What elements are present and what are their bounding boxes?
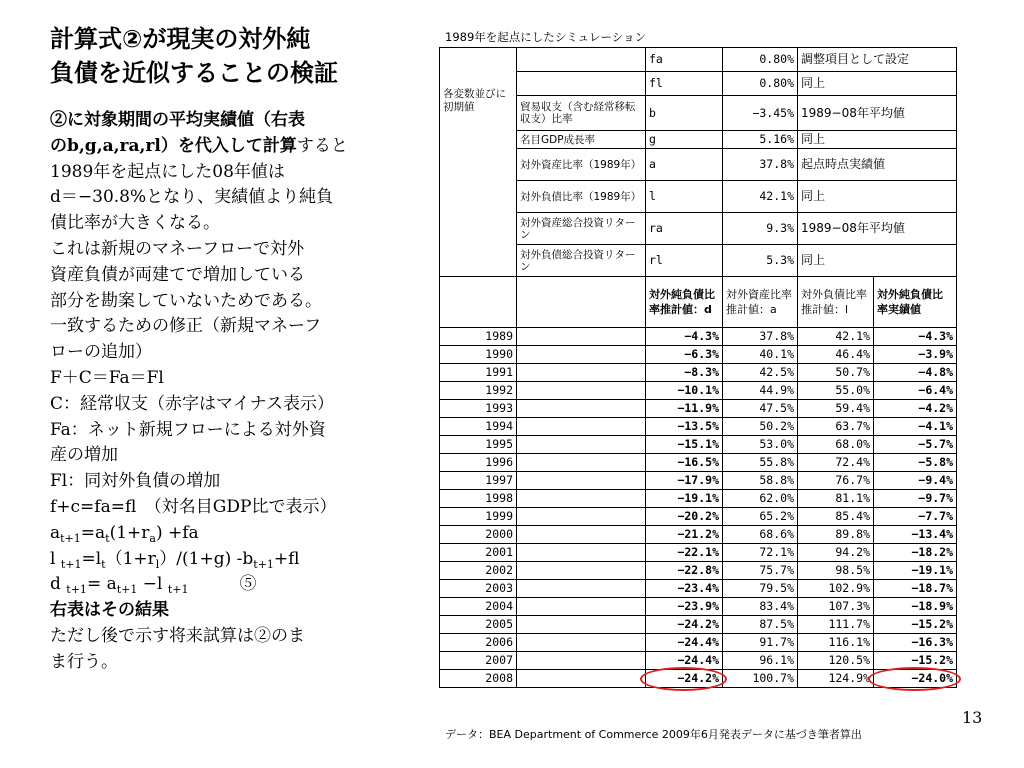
estimate-l-cell: 46.4%	[798, 346, 874, 364]
estimate-l-cell: 89.8%	[798, 526, 874, 544]
estimate-a-cell: 47.5%	[723, 400, 798, 418]
estimate-a-cell: 75.7%	[723, 562, 798, 580]
text-line: f+c=fa=fl （対名目GDP比で表示）	[50, 496, 337, 517]
eq-part: −l	[137, 574, 168, 595]
estimate-a-cell: 42.5%	[723, 364, 798, 382]
table-row	[440, 346, 957, 364]
eq-sub: t+1	[253, 557, 274, 571]
estimate-a-cell: 62.0%	[723, 490, 798, 508]
estimate-l-cell: 76.7%	[798, 472, 874, 490]
estimate-d-cell: −22.8%	[646, 562, 723, 580]
estimate-d-cell: −13.5%	[646, 418, 723, 436]
estimate-l-cell: 116.1%	[798, 634, 874, 652]
text-line: 債比率が大きくなる。	[50, 213, 220, 234]
year-cell: 2002	[440, 562, 517, 580]
empty-cell	[517, 490, 646, 508]
table-row	[440, 526, 957, 544]
eq-part: （1+r	[105, 548, 156, 569]
estimate-d-cell: −11.9%	[646, 400, 723, 418]
body-text	[50, 108, 395, 676]
param-value: 42.1%	[723, 181, 798, 213]
highlight-ellipse-estimate	[640, 667, 727, 691]
text-line: C：経常収支（赤字はマイナス表示）	[50, 393, 334, 414]
eq-part: l	[50, 548, 61, 569]
year-cell: 1993	[440, 400, 517, 418]
year-cell: 2001	[440, 544, 517, 562]
year-cell: 2006	[440, 634, 517, 652]
estimate-d-cell: −21.2%	[646, 526, 723, 544]
param-value: 0.80%	[723, 72, 798, 96]
estimate-d-cell: −22.1%	[646, 544, 723, 562]
estimate-l-cell: 98.5%	[798, 562, 874, 580]
param-label	[517, 48, 646, 72]
equation-a	[50, 521, 395, 547]
text-line: 部分を勘案していないためである。	[50, 290, 322, 311]
estimate-a-cell: 68.6%	[723, 526, 798, 544]
table-row	[440, 490, 957, 508]
result-section	[440, 328, 957, 688]
eq-part: +fl	[273, 548, 300, 569]
eq-part: ）/(1+g) -b	[159, 548, 254, 569]
table-row	[440, 562, 957, 580]
param-row	[440, 181, 957, 213]
param-label: 対外負債総合投資リターン	[517, 245, 646, 277]
year-cell: 2004	[440, 598, 517, 616]
empty-cell	[517, 454, 646, 472]
param-label: 貿易収支（含む経常移転収支）比率	[517, 96, 646, 131]
estimate-l-cell: 50.7%	[798, 364, 874, 382]
year-cell: 2005	[440, 616, 517, 634]
estimate-l-cell: 55.0%	[798, 382, 874, 400]
param-value: 5.16%	[723, 131, 798, 149]
estimate-d-cell: −23.4%	[646, 580, 723, 598]
table-row	[440, 544, 957, 562]
table-row	[440, 364, 957, 382]
actual-cell: −15.2%	[874, 616, 957, 634]
actual-cell: −7.7%	[874, 508, 957, 526]
actual-cell: −4.8%	[874, 364, 957, 382]
eq-part: =l	[81, 548, 102, 569]
estimate-d-cell: −15.1%	[646, 436, 723, 454]
param-value: −3.45%	[723, 96, 798, 131]
header-section	[440, 277, 957, 328]
actual-cell: −13.4%	[874, 526, 957, 544]
year-cell: 2003	[440, 580, 517, 598]
header-actual: 対外純負債比率実績値	[874, 277, 957, 328]
empty-cell	[517, 346, 646, 364]
estimate-l-cell: 85.4%	[798, 508, 874, 526]
header-blank	[440, 277, 517, 328]
table-row	[440, 472, 957, 490]
empty-cell	[517, 364, 646, 382]
empty-cell	[517, 634, 646, 652]
param-note: 同上	[798, 245, 957, 277]
table-row	[440, 454, 957, 472]
table-row	[440, 400, 957, 418]
actual-cell: −6.4%	[874, 382, 957, 400]
actual-cell: −24.0%	[874, 670, 957, 688]
text-line: 一致するための修正（新規マネーフ	[50, 316, 322, 337]
param-row	[440, 72, 957, 96]
actual-cell: −15.2%	[874, 652, 957, 670]
param-label: 対外資産比率（1989年）	[517, 149, 646, 181]
parameter-section	[440, 48, 957, 277]
estimate-l-cell: 107.3%	[798, 598, 874, 616]
estimate-l-cell: 120.5%	[798, 652, 874, 670]
eq-part: (1+r	[109, 522, 150, 543]
eq-part: ) +fa	[155, 522, 199, 543]
text-line: ローの追加）	[50, 342, 152, 363]
estimate-a-cell: 50.2%	[723, 418, 798, 436]
param-value: 9.3%	[723, 213, 798, 245]
estimate-d-cell: −24.2%	[646, 670, 723, 688]
empty-cell	[517, 580, 646, 598]
text-line: ま行う。	[50, 651, 118, 672]
estimate-a-cell: 44.9%	[723, 382, 798, 400]
slide-title	[50, 22, 395, 90]
estimate-a-cell: 79.5%	[723, 580, 798, 598]
param-value: 0.80%	[723, 48, 798, 72]
actual-cell: −5.8%	[874, 454, 957, 472]
equation-d	[50, 572, 395, 598]
text-line: d＝−30.8%となり、実績値より純負	[50, 187, 334, 208]
param-symbol: rl	[646, 245, 723, 277]
empty-cell	[517, 616, 646, 634]
estimate-d-cell: −17.9%	[646, 472, 723, 490]
year-cell: 1995	[440, 436, 517, 454]
empty-cell	[517, 508, 646, 526]
year-cell: 1996	[440, 454, 517, 472]
param-note: 起点時点実績値	[798, 149, 957, 181]
source-note: データ：BEA Department of Commerce 2009年6月発表データに基づき筆者算出	[445, 728, 862, 741]
table-header-row	[440, 277, 957, 328]
estimate-a-cell: 100.7%	[723, 670, 798, 688]
table-row	[440, 616, 957, 634]
param-row	[440, 213, 957, 245]
param-value: 37.8%	[723, 149, 798, 181]
text-line: ②に対象期間の平均実績値（右表	[50, 110, 305, 130]
actual-cell: −5.7%	[874, 436, 957, 454]
text-line	[50, 134, 395, 160]
param-row	[440, 245, 957, 277]
text-line: ただし後で示す将来試算は②のま	[50, 625, 305, 646]
param-row	[440, 96, 957, 131]
text-line: 右表はその結果	[50, 600, 169, 621]
estimate-l-cell: 102.9%	[798, 580, 874, 598]
year-cell: 1989	[440, 328, 517, 346]
empty-cell	[517, 400, 646, 418]
eq-sub: t+1	[60, 557, 82, 571]
actual-cell: −16.3%	[874, 634, 957, 652]
estimate-a-cell: 37.8%	[723, 328, 798, 346]
empty-cell	[517, 526, 646, 544]
param-note: 調整項目として設定	[798, 48, 957, 72]
actual-cell: −18.7%	[874, 580, 957, 598]
eq-sub: t+1	[116, 583, 138, 597]
header-a: 対外資産比率推計値：a	[723, 277, 798, 328]
empty-cell	[517, 418, 646, 436]
param-symbol: a	[646, 149, 723, 181]
table-row	[440, 634, 957, 652]
year-cell: 1992	[440, 382, 517, 400]
text-line: 産の増加	[50, 445, 118, 466]
estimate-d-cell: −23.9%	[646, 598, 723, 616]
param-value: 5.3%	[723, 245, 798, 277]
empty-cell	[517, 472, 646, 490]
year-cell: 1990	[440, 346, 517, 364]
param-note: 1989−08年平均値	[798, 96, 957, 131]
actual-cell: −3.9%	[874, 346, 957, 364]
actual-cell: −4.3%	[874, 328, 957, 346]
estimate-l-cell: 124.9%	[798, 670, 874, 688]
estimate-l-cell: 111.7%	[798, 616, 874, 634]
param-note: 同上	[798, 131, 957, 149]
estimate-l-cell: 42.1%	[798, 328, 874, 346]
simulation-table	[439, 47, 957, 688]
param-label: 対外負債比率（1989年）	[517, 181, 646, 213]
eq-part: =a	[80, 522, 106, 543]
estimate-d-cell: −19.1%	[646, 490, 723, 508]
table-row	[440, 418, 957, 436]
text-line: 1989年を起点にした08年値は	[50, 161, 285, 182]
estimate-d-cell: −6.3%	[646, 346, 723, 364]
header-l: 対外負債比率推計値：l	[798, 277, 874, 328]
estimate-a-cell: 55.8%	[723, 454, 798, 472]
year-cell: 1998	[440, 490, 517, 508]
estimate-a-cell: 87.5%	[723, 616, 798, 634]
table-row	[440, 580, 957, 598]
param-label: 対外資産総合投資リターン	[517, 213, 646, 245]
param-row	[440, 149, 957, 181]
estimate-d-cell: −24.2%	[646, 616, 723, 634]
eq-sub: t+1	[60, 531, 81, 545]
param-symbol: l	[646, 181, 723, 213]
eq-sub: t	[105, 531, 110, 545]
eq-sub: l	[155, 557, 160, 571]
eq-part: ⑤	[188, 574, 257, 595]
highlight-ellipse-actual	[868, 667, 961, 691]
year-cell: 2008	[440, 670, 517, 688]
eq-part: d	[50, 574, 67, 595]
actual-cell: −4.1%	[874, 418, 957, 436]
estimate-a-cell: 83.4%	[723, 598, 798, 616]
text-line: これは新規のマネーフローで対外	[50, 238, 305, 259]
estimate-l-cell: 81.1%	[798, 490, 874, 508]
param-row	[440, 48, 957, 72]
param-note: 1989−08年平均値	[798, 213, 957, 245]
text-run: すると	[296, 135, 348, 156]
param-symbol: b	[646, 96, 723, 131]
table-row	[440, 436, 957, 454]
eq-sub: t	[101, 557, 106, 571]
table-row	[440, 598, 957, 616]
param-label: 名目GDP成長率	[517, 131, 646, 149]
estimate-d-cell: −8.3%	[646, 364, 723, 382]
estimate-d-cell: −16.5%	[646, 454, 723, 472]
equation-l	[50, 547, 395, 573]
group-label: 各変数並びに初期値	[440, 48, 517, 277]
empty-cell	[517, 598, 646, 616]
eq-part: = a	[86, 574, 117, 595]
actual-cell: −4.2%	[874, 400, 957, 418]
year-cell: 2000	[440, 526, 517, 544]
estimate-d-cell: −4.3%	[646, 328, 723, 346]
estimate-a-cell: 53.0%	[723, 436, 798, 454]
actual-cell: −9.7%	[874, 490, 957, 508]
estimate-a-cell: 65.2%	[723, 508, 798, 526]
header-blank	[517, 277, 646, 328]
eq-sub: t+1	[66, 583, 87, 597]
param-label	[517, 72, 646, 96]
estimate-l-cell: 68.0%	[798, 436, 874, 454]
actual-cell: −18.9%	[874, 598, 957, 616]
param-note: 同上	[798, 72, 957, 96]
empty-cell	[517, 328, 646, 346]
eq-part: a	[50, 522, 61, 543]
estimate-d-cell: −20.2%	[646, 508, 723, 526]
page-number: 13	[962, 708, 983, 727]
param-symbol: ra	[646, 213, 723, 245]
param-symbol: fa	[646, 48, 723, 72]
year-cell: 1991	[440, 364, 517, 382]
param-symbol: fl	[646, 72, 723, 96]
year-cell: 1994	[440, 418, 517, 436]
text-run: のb,g,a,ra,rl）を代入して計算	[50, 135, 297, 156]
table-row	[440, 328, 957, 346]
empty-cell	[517, 670, 646, 688]
estimate-a-cell: 96.1%	[723, 652, 798, 670]
estimate-l-cell: 63.7%	[798, 418, 874, 436]
slide-title-line: 負債を近似することの検証	[50, 59, 338, 87]
empty-cell	[517, 544, 646, 562]
year-cell: 2007	[440, 652, 517, 670]
actual-cell: −9.4%	[874, 472, 957, 490]
estimate-a-cell: 91.7%	[723, 634, 798, 652]
empty-cell	[517, 436, 646, 454]
eq-sub: t+1	[167, 583, 189, 597]
estimate-d-cell: −24.4%	[646, 652, 723, 670]
header-d: 対外純負債比率推計値：d	[646, 277, 723, 328]
text-line: 資産負債が両建てで増加している	[50, 264, 305, 285]
estimate-a-cell: 58.8%	[723, 472, 798, 490]
estimate-l-cell: 94.2%	[798, 544, 874, 562]
estimate-a-cell: 72.1%	[723, 544, 798, 562]
slide-title-line: 計算式②が現実の対外純	[50, 25, 311, 53]
empty-cell	[517, 652, 646, 670]
estimate-a-cell: 40.1%	[723, 346, 798, 364]
table-row	[440, 508, 957, 526]
year-cell: 1999	[440, 508, 517, 526]
text-line: F＋C＝Fa＝Fl	[50, 367, 164, 388]
estimate-d-cell: −10.1%	[646, 382, 723, 400]
param-note: 同上	[798, 181, 957, 213]
empty-cell	[517, 382, 646, 400]
table-row	[440, 382, 957, 400]
estimate-l-cell: 72.4%	[798, 454, 874, 472]
estimate-d-cell: −24.4%	[646, 634, 723, 652]
param-symbol: g	[646, 131, 723, 149]
text-line: Fa：ネット新規フローによる対外資	[50, 419, 326, 440]
param-row	[440, 131, 957, 149]
estimate-l-cell: 59.4%	[798, 400, 874, 418]
table-caption: 1989年を起点にしたシミュレーション	[445, 30, 647, 44]
empty-cell	[517, 562, 646, 580]
text-line: Fl：同対外負債の増加	[50, 471, 221, 492]
explanation-panel	[50, 22, 395, 676]
actual-cell: −18.2%	[874, 544, 957, 562]
eq-sub: a	[149, 531, 156, 545]
year-cell: 1997	[440, 472, 517, 490]
actual-cell: −19.1%	[874, 562, 957, 580]
